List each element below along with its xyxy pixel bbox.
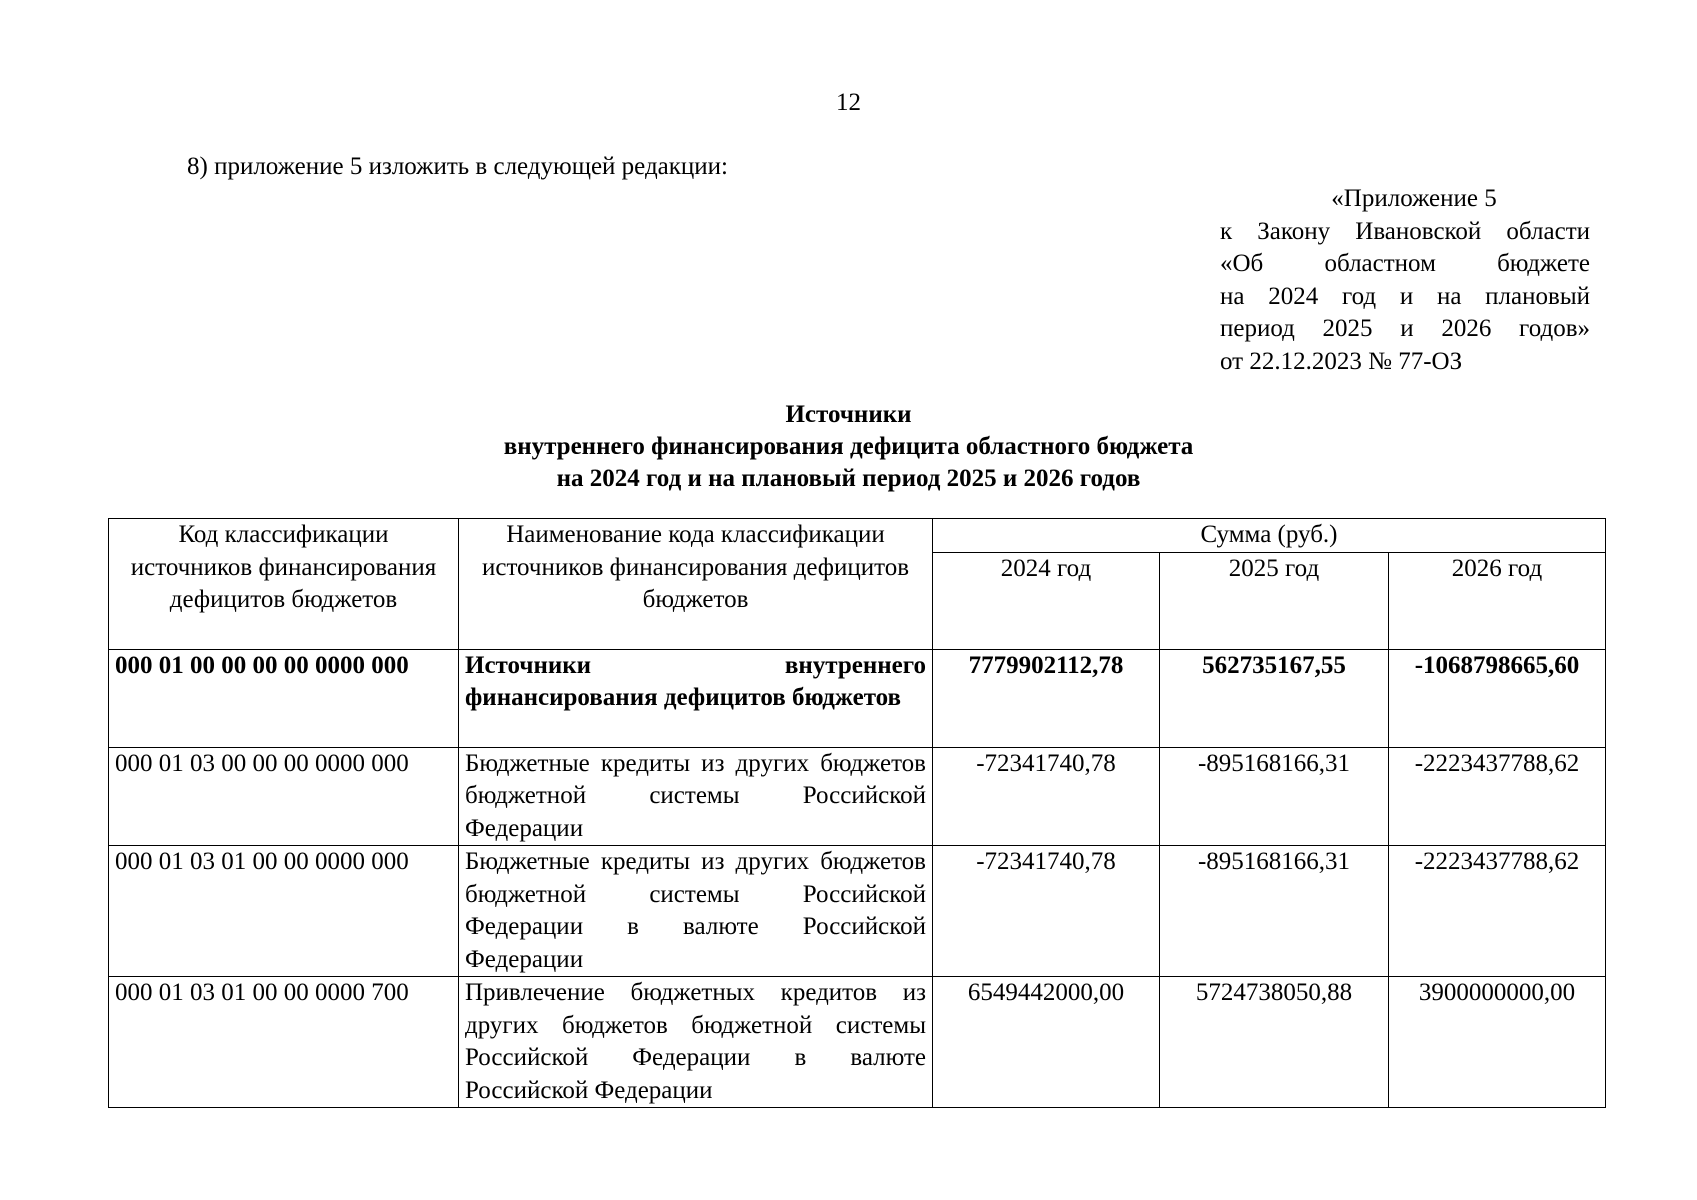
- table-row: [109, 649, 1606, 747]
- amount-2025-cell: -895168166,31: [1160, 747, 1389, 846]
- header-code: Код классификации источников финансирования дефицитов бюджетов: [109, 519, 459, 650]
- name-cell: Источники внутреннего финансирования дефицитов бюджетов: [459, 649, 933, 747]
- amount-2024-cell: 6549442000,00: [933, 977, 1160, 1108]
- name-cell: Бюджетные кредиты из других бюджетов бюджетной системы Российской Федерации: [459, 747, 933, 846]
- code-cell: 000 01 03 01 00 00 0000 700: [109, 977, 459, 1108]
- code-cell: 000 01 00 00 00 00 0000 000: [109, 649, 459, 747]
- header-sum: Сумма (руб.): [933, 519, 1606, 553]
- amount-2025-cell: 562735167,55: [1160, 649, 1389, 747]
- header-year-2025: 2025 год: [1160, 552, 1389, 649]
- title-line-3: на 2024 год и на плановый период 2025 и 2026 годов: [556, 465, 1141, 492]
- amount-2025-cell: -895168166,31: [1160, 846, 1389, 977]
- amount-2026-cell: -2223437788,62: [1389, 846, 1606, 977]
- intro-paragraph: 8) приложение 5 изложить в следующей редакции:: [187, 153, 728, 180]
- amount-2024-cell: -72341740,78: [933, 846, 1160, 977]
- amount-2024-cell: -72341740,78: [933, 747, 1160, 846]
- amount-2024-cell: 7779902112,78: [933, 649, 1160, 747]
- header-name: Наименование кода классификации источников финансирования дефицитов бюджетов: [459, 519, 933, 650]
- appendix-line: период 2025 и 2026 годов»: [1220, 315, 1590, 342]
- page-number: 12: [836, 89, 861, 116]
- table-row: [109, 846, 1606, 977]
- name-cell: Привлечение бюджетных кредитов из других бюджетов бюджетной системы Российской Федерации в валюте Российской Федерации: [459, 977, 933, 1108]
- header-year-2026: 2026 год: [1389, 552, 1606, 649]
- amount-2025-cell: 5724738050,88: [1160, 977, 1389, 1108]
- appendix-reference: [1220, 183, 1590, 378]
- appendix-line: на 2024 год и на плановый: [1220, 282, 1590, 310]
- amount-2026-cell: -2223437788,62: [1389, 747, 1606, 846]
- header-year-2024: 2024 год: [933, 552, 1160, 649]
- appendix-date-line: от 22.12.2023 № 77-ОЗ: [1220, 347, 1463, 375]
- title-line-1: Источники: [785, 401, 912, 428]
- amount-2026-cell: 3900000000,00: [1389, 977, 1606, 1108]
- appendix-line: «Об областном бюджете: [1220, 250, 1590, 277]
- table-header-row: [109, 519, 1606, 553]
- table-row: [109, 747, 1606, 846]
- document-title: [0, 399, 1697, 495]
- amount-2026-cell: -1068798665,60: [1389, 649, 1606, 747]
- appendix-line: к Закону Ивановской области: [1220, 217, 1590, 245]
- name-cell: Бюджетные кредиты из других бюджетов бюджетной системы Российской Федерации в валюте Российской Федерации: [459, 846, 933, 977]
- table-row: [109, 977, 1606, 1108]
- appendix-title: «Приложение 5: [1331, 185, 1497, 212]
- title-line-2: внутреннего финансирования дефицита областного бюджета: [503, 433, 1194, 460]
- code-cell: 000 01 03 01 00 00 0000 000: [109, 846, 459, 977]
- code-cell: 000 01 03 00 00 00 0000 000: [109, 747, 459, 846]
- financing-sources-table: [108, 518, 1606, 1108]
